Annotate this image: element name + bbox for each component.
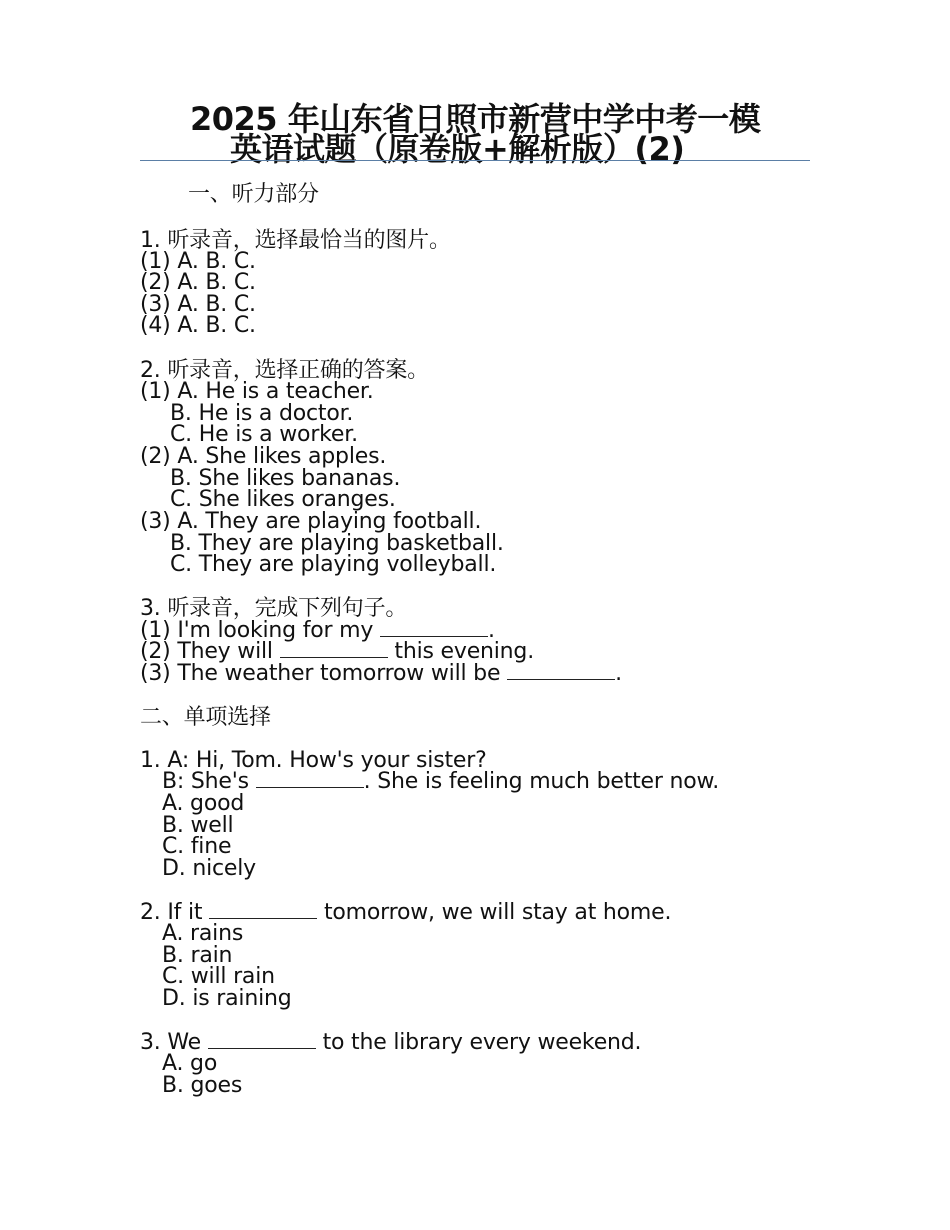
question-2-line: C. He is a worker.	[170, 422, 358, 447]
text: this evening.	[387, 639, 534, 664]
question-3-item	[140, 641, 534, 663]
question-1-item: (3) A. B. C.	[140, 292, 256, 317]
option: B. goes	[162, 1073, 243, 1098]
option: B. rain	[162, 943, 233, 968]
option: A. rains	[162, 921, 244, 946]
option: C. fine	[162, 834, 232, 859]
question-2-heading: 2. 听录音，选择正确的答案。	[140, 358, 429, 383]
blank	[280, 641, 388, 658]
question-1-item: (2) A. B. C.	[140, 270, 256, 295]
document-title	[190, 100, 810, 168]
text: to the library every weekend.	[315, 1030, 642, 1055]
section-heading-single-choice: 二、单项选择	[140, 705, 271, 730]
option: D. is raining	[162, 986, 292, 1011]
question-2-line: C. She likes oranges.	[170, 487, 396, 512]
question-2-line: (3) A. They are playing football.	[140, 509, 482, 534]
question-2-line: B. She likes bananas.	[170, 466, 401, 491]
section-heading-listening: 一、听力部分	[188, 182, 319, 207]
blank	[380, 620, 488, 637]
blank	[507, 663, 615, 680]
text: .	[488, 618, 495, 643]
question-2-line: C. They are playing volleyball.	[170, 552, 497, 577]
question-1-heading: 1. 听录音，选择最恰当的图片。	[140, 228, 451, 253]
option: A. go	[162, 1051, 218, 1076]
question-2-line: (2) A. She likes apples.	[140, 444, 387, 469]
text: .	[615, 661, 622, 686]
question-2-line: B. He is a doctor.	[170, 401, 354, 426]
text: 3. We	[140, 1030, 208, 1055]
title-line-1: 2025 年山东省日照市新营中学中考一模	[190, 100, 761, 138]
option: B. well	[162, 813, 234, 838]
blank	[208, 1032, 316, 1049]
question-2-line: (1) A. He is a teacher.	[140, 379, 374, 404]
question-1-item: (4) A. B. C.	[140, 313, 256, 338]
option: D. nicely	[162, 856, 256, 881]
text: (2) They will	[140, 639, 280, 664]
blank	[256, 771, 364, 788]
option: A. good	[162, 791, 245, 816]
text: . She is feeling much better now.	[363, 769, 720, 794]
title-line-2: 英语试题（原卷版+解析版）(2)	[230, 130, 685, 168]
choice-question-1: 1. A: Hi, Tom. How's your sister?	[140, 748, 487, 773]
option: C. will rain	[162, 964, 275, 989]
text: (3) The weather tomorrow will be	[140, 661, 508, 686]
text: B: She's	[162, 769, 256, 794]
choice-question-1-b	[162, 771, 719, 793]
question-3-heading: 3. 听录音，完成下列句子。	[140, 596, 408, 621]
text: 2. If it	[140, 900, 210, 925]
blank	[209, 902, 317, 919]
question-1-item: (1) A. B. C.	[140, 249, 256, 274]
question-3-item	[140, 663, 622, 685]
question-2-line: B. They are playing basketball.	[170, 531, 504, 556]
title-divider	[140, 160, 810, 161]
text: tomorrow, we will stay at home.	[317, 900, 672, 925]
text: (1) I'm looking for my	[140, 618, 380, 643]
